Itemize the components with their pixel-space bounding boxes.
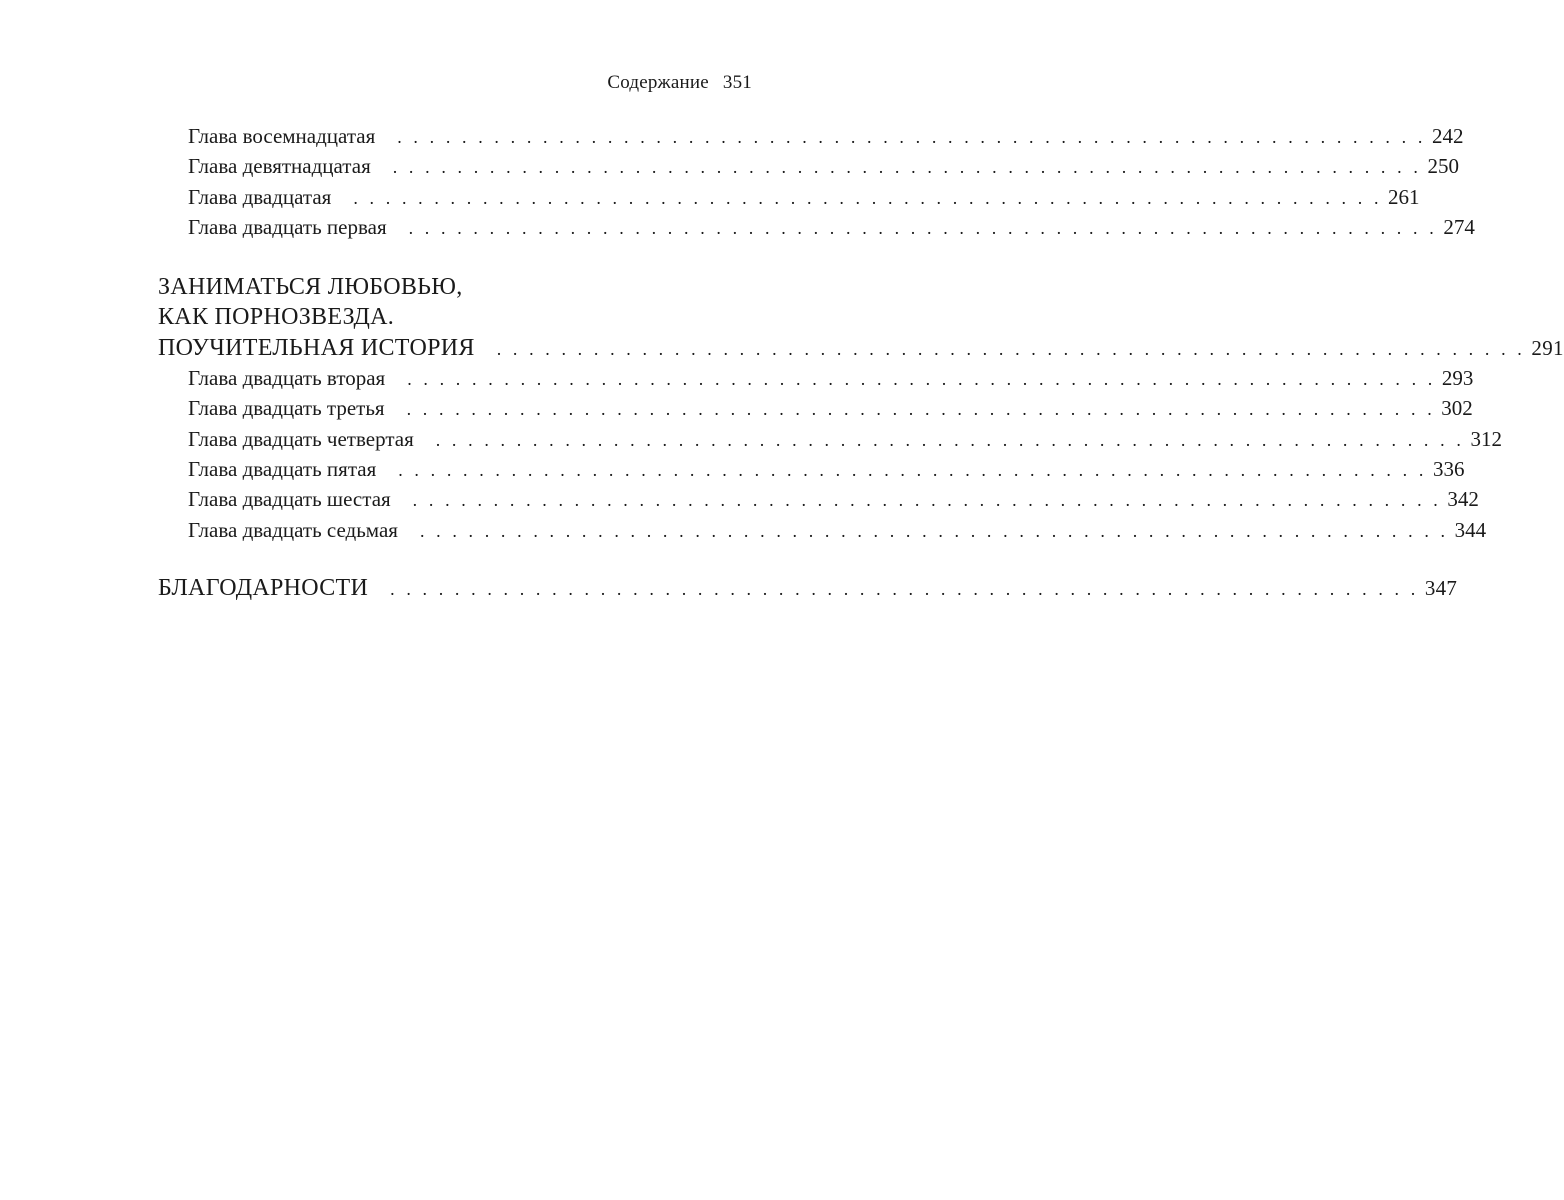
- toc-entry-acknowledgements[interactable]: [158, 573, 1458, 603]
- toc-entry-title: Глава двадцать пятая: [188, 456, 377, 481]
- toc-part-title-line-3: ПОУЧИТЕЛЬНАЯ ИСТОРИЯ: [158, 334, 475, 361]
- toc-entry-page: 250: [1427, 154, 1459, 179]
- toc-entry-page: 291: [1531, 335, 1564, 360]
- toc-entry-title: Глава двадцать четвертая: [188, 426, 414, 451]
- toc-entry-chapter-21[interactable]: [158, 212, 1475, 242]
- toc-entry-part[interactable]: [158, 333, 1564, 363]
- toc-entry-page: 312: [1470, 426, 1502, 451]
- toc-entry-page: 344: [1454, 517, 1487, 542]
- toc-entry-title: Глава двадцать вторая: [188, 366, 386, 391]
- toc-entry-chapter-26[interactable]: [158, 484, 1479, 514]
- dot-leader: . . . . . . . . . . . . . . . . . . . . . . . . . . . . . . . . . . . . . . . . . . . . . . . . . . . . . . . . . . . . . . . .: [407, 369, 1436, 390]
- dot-leader: . . . . . . . . . . . . . . . . . . . . . . . . . . . . . . . . . . . . . . . . . . . . . . . . . . . . . . . . . . . . . . . .: [419, 520, 1449, 541]
- toc-entry-title: Глава двадцать первая: [188, 214, 387, 239]
- toc-entry-chapter-18[interactable]: [158, 121, 1464, 151]
- dot-leader: . . . . . . . . . . . . . . . . . . . . . . . . . . . . . . . . . . . . . . . . . . . . . . . . . . . . . . . . . . . . . . . .: [435, 429, 1465, 450]
- running-head-title: Содержание: [607, 72, 709, 93]
- toc-entry-title: Глава двадцатая: [188, 184, 332, 209]
- toc-entry-chapter-27[interactable]: [158, 515, 1487, 545]
- spacer: [158, 545, 752, 573]
- toc-entry-title: Глава двадцать шестая: [188, 487, 391, 512]
- toc-entry-title: Глава девятнадцатая: [188, 154, 371, 179]
- running-head-page-number: 351: [722, 72, 752, 93]
- toc-entry-page: 293: [1441, 366, 1474, 391]
- toc-entry-title: БЛАГОДАРНОСТИ: [158, 574, 369, 601]
- table-of-contents: [158, 121, 1564, 603]
- toc-entry-page: 274: [1443, 214, 1475, 239]
- toc-entry-page: 242: [1431, 124, 1464, 148]
- toc-entry-page: 342: [1447, 487, 1479, 512]
- book-page: [158, 0, 1564, 1200]
- dot-leader: . . . . . . . . . . . . . . . . . . . . . . . . . . . . . . . . . . . . . . . . . . . . . . . . . . . . . . . . . . . . . . . .: [397, 127, 1426, 147]
- toc-entry-page: 336: [1432, 456, 1465, 481]
- toc-entry-chapter-19[interactable]: [158, 151, 1459, 181]
- dot-leader: . . . . . . . . . . . . . . . . . . . . . . . . . . . . . . . . . . . . . . . . . . . . . . . . . . . . . . . . . . . . . . . .: [390, 578, 1419, 599]
- toc-entry-chapter-20[interactable]: [158, 182, 1420, 212]
- toc-entry-title: Глава двадцать третья: [188, 396, 385, 421]
- dot-leader: . . . . . . . . . . . . . . . . . . . . . . . . . . . . . . . . . . . . . . . . . . . . . . . . . . . . . . . . . . . . . . . .: [496, 338, 1526, 359]
- dot-leader: . . . . . . . . . . . . . . . . . . . . . . . . . . . . . . . . . . . . . . . . . . . . . . . . . . . . . . . . . . . . . . . .: [406, 399, 1436, 420]
- toc-entry-chapter-23[interactable]: [158, 393, 1473, 423]
- dot-leader: . . . . . . . . . . . . . . . . . . . . . . . . . . . . . . . . . . . . . . . . . . . . . . . . . . . . . . . . . . . . . . . .: [412, 490, 1442, 511]
- dot-leader: . . . . . . . . . . . . . . . . . . . . . . . . . . . . . . . . . . . . . . . . . . . . . . . . . . . . . . . . . . . . . . . .: [353, 187, 1383, 208]
- spacer: [158, 242, 752, 272]
- toc-entry-page: 347: [1424, 575, 1458, 600]
- toc-part-title-line-1: ЗАНИМАТЬСЯ ЛЮБОВЬЮ,: [158, 274, 463, 301]
- toc-entry-chapter-24[interactable]: [158, 424, 1502, 454]
- running-head: [607, 72, 752, 94]
- toc-entry-page: 302: [1441, 396, 1473, 421]
- toc-entry-chapter-22[interactable]: [158, 363, 1474, 393]
- toc-part-title-line-2: КАК ПОРНОЗВЕЗДА.: [158, 304, 395, 331]
- dot-leader: . . . . . . . . . . . . . . . . . . . . . . . . . . . . . . . . . . . . . . . . . . . . . . . . . . . . . . . . . . . . . . . .: [398, 459, 1427, 480]
- toc-entry-chapter-25[interactable]: [158, 454, 1465, 484]
- toc-entry-page: 261: [1388, 184, 1420, 209]
- dot-leader: . . . . . . . . . . . . . . . . . . . . . . . . . . . . . . . . . . . . . . . . . . . . . . . . . . . . . . . . . . . . . . . .: [392, 157, 1422, 178]
- toc-entry-title: Глава восемнадцатая: [188, 124, 376, 148]
- toc-entry-title: Глава двадцать седьмая: [188, 517, 398, 542]
- dot-leader: . . . . . . . . . . . . . . . . . . . . . . . . . . . . . . . . . . . . . . . . . . . . . . . . . . . . . . . . . . . . . . . .: [408, 217, 1438, 238]
